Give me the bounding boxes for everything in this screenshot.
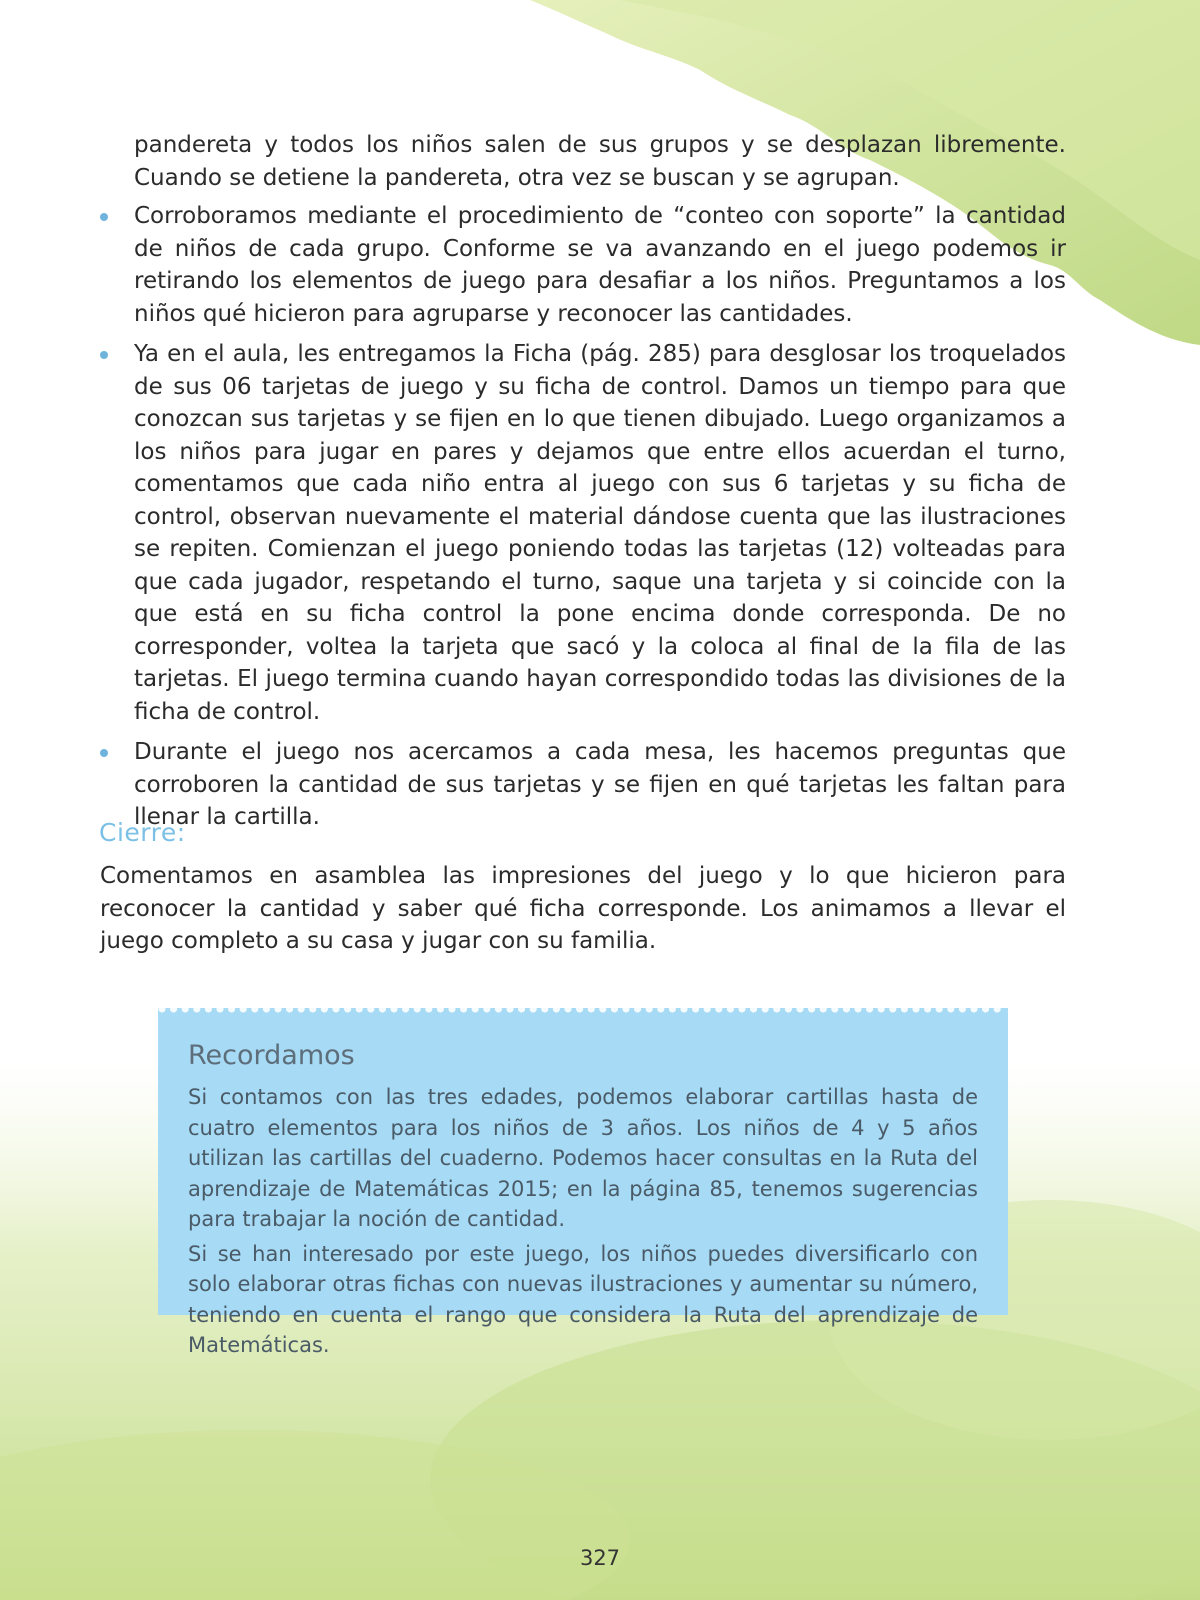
recordamos-heading: Recordamos (188, 1040, 355, 1071)
list-item-text: Ya en el aula, les entregamos la Ficha (pág. 285) para desglosar los troquelados de sus 06 tarjetas de juego y su ficha de control. Damos un tiempo para que conozcan sus tarjetas y se fijen en lo que tienen dibujado. Luego organizamos a los niños para jugar en pares y dejamos que entre ellos acuerdan el turno, comentamos que cada niño entra al juego con sus 6 tarjetas y su ficha de control, observan nuevamente el material dándose cuenta que las ilustraciones se repiten. Comienzan el juego poniendo todas las tarjetas (12) volteadas para que cada jugador, respetando el turno, saque una tarjeta y si coincide con la que está en su ficha control la pone encima donde corresponda. De no corresponder, voltea la tarjeta que sacó y la coloca al final de la fila de las tarjetas. El juego termina cuando hayan correspondido todas las divisiones de la ficha de control. (134, 341, 1066, 725)
cierre-heading: Cierre: (99, 818, 186, 847)
recordamos-paragraph: Si se han interesado por este juego, los niños puedes diversificarlo con solo elaborar otras fichas con nuevas ilustraciones y aumentar su número, teniendo en cuenta el rango que considera la Ruta del aprendizaje de Matemáticas. (188, 1241, 978, 1357)
bullet-icon (100, 351, 108, 359)
cierre-paragraph: Comentamos en asamblea las impresiones del juego y lo que hicieron para reconocer la cantidad y saber qué ficha corresponde. Los animamos a llevar el juego completo a su casa y jugar con su familia. (100, 863, 1066, 954)
bullet-icon (100, 213, 108, 221)
recordamos-paragraph: Si contamos con las tres edades, podemos elaborar cartillas hasta de cuatro elementos para los niños de 3 años. Los niños de 4 y 5 años utilizan las cartillas del cuaderno. Podemos hacer consultas en la Ruta del aprendizaje de Matemáticas 2015; en la página 85, tenemos sugerencias para trabajar la noción de cantidad. (188, 1085, 978, 1231)
page-number: 327 (579, 1546, 621, 1570)
activity-list (0, 200, 1200, 842)
notepad-edge-decoration (158, 1001, 1008, 1017)
list-item (134, 200, 1066, 330)
bullet-icon (100, 749, 108, 757)
recordamos-body (188, 1082, 978, 1365)
list-item (134, 338, 1066, 728)
list-item (134, 736, 1066, 834)
list-item-text: Corroboramos mediante el procedimiento de “conteo con soporte” la cantidad de niños de cada grupo. Conforme se va avanzando en el juego podemos ir retirando los elementos de juego para desafiar a los niños. Preguntamos a los niños qué hicieron para agruparse y reconocer las cantidades. (134, 203, 1066, 327)
intro-paragraph: pandereta y todos los niños salen de sus grupos y se desplazan libremente. Cuando se detiene la pandereta, otra vez se buscan y se agrupan. (134, 132, 1066, 191)
recordamos-note-box (158, 1008, 1008, 1357)
list-item-text: Durante el juego nos acercamos a cada mesa, les hacemos preguntas que corroboren la cantidad de sus tarjetas y se fijen en qué tarjetas les faltan para llenar la cartilla. (134, 739, 1066, 830)
